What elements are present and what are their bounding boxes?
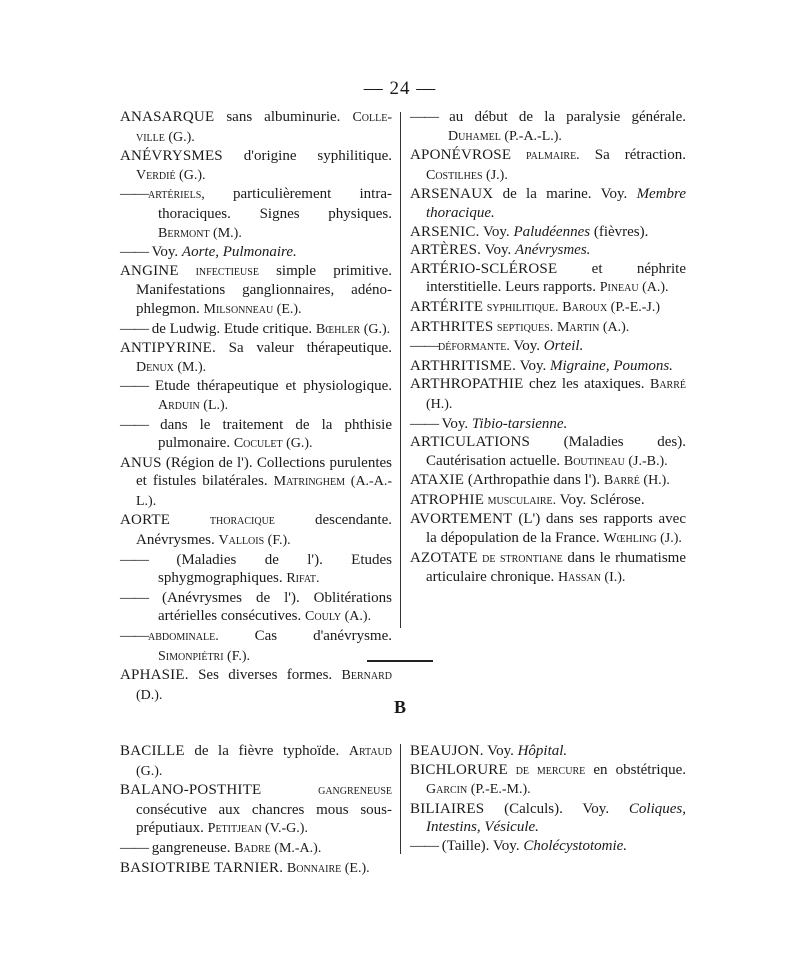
section-b-left-column [120, 742, 392, 878]
entry-keyword: ANGINE [120, 262, 179, 279]
entry-text: (Arthropathie dans l'). [464, 472, 604, 489]
entry-keyword: ARSENAUX [410, 186, 494, 203]
entry-qualifier: syphilitique. [483, 299, 559, 315]
entry-crossref: Hôpital. [517, 743, 568, 759]
section-divider [367, 660, 433, 662]
entry-keyword: ANTIPYRINE. [120, 340, 216, 357]
entry-keyword: AZOTATE [410, 549, 478, 566]
entry-keyword: ARTÉRIO-SCLÉROSE [410, 260, 558, 277]
entry-text: gangreneuse. [148, 839, 235, 856]
entry-author: Arduin (L.). [158, 397, 229, 413]
column-divider-b [400, 744, 401, 854]
entry-author: Matringhem (A.-A.-L.). [136, 474, 392, 509]
entry-text: au début de la paralysie générale. [438, 109, 686, 125]
entry-text: de Ludwig. Etude critique. [148, 320, 316, 337]
entry-author: Badre (M.-A.). [234, 840, 322, 856]
index-entry [410, 415, 686, 434]
entry-dash: —— [120, 244, 148, 261]
section-a-left-column [120, 108, 392, 705]
page-number: — 24 — [363, 78, 437, 99]
entry-crossref: Aorte, Pulmonaire. [181, 244, 297, 261]
entry-text: en obstétrique. [585, 761, 687, 778]
entry-dash: —— [120, 589, 148, 606]
entry-author: Hassan (I.). [558, 570, 626, 586]
entry-keyword: ARTHROPATHIE [410, 376, 524, 393]
entry-keyword: ANUS [120, 454, 162, 471]
index-entry [410, 742, 686, 761]
entry-text-tail: (fièvres). [590, 223, 649, 240]
entry-crossref: Anévrysmes. [515, 242, 591, 259]
entry-author: Denux (M.). [136, 359, 207, 375]
index-entry [120, 147, 392, 185]
entry-author: Simonpiétri (F.). [158, 648, 251, 664]
entry-crossref: Coliques, Intestins, Vésicule. [426, 800, 686, 836]
entry-text: (Calculs). Voy. [484, 800, 629, 817]
entry-text: (Taille). Voy. [438, 837, 524, 854]
index-entry [410, 223, 686, 242]
index-entry [410, 375, 686, 414]
entry-author: Coculet (G.). [233, 436, 313, 452]
entry-dash: —— [120, 628, 148, 645]
entry-keyword: BACILLE [120, 743, 185, 759]
index-entry [410, 761, 686, 800]
index-entry [120, 108, 392, 147]
entry-text: Etude thérapeutique et physiologique. [148, 378, 392, 395]
entry-qualifier: thoracique [170, 513, 275, 529]
entry-keyword: ATROPHIE [410, 491, 485, 508]
entry-qualifier: déformante. [438, 339, 510, 355]
entry-author: Bœhler (G.). [315, 321, 391, 337]
entry-keyword: ARTÈRES. [410, 242, 482, 259]
entry-author: Colle-ville (G.). [136, 110, 392, 145]
entry-author: Couly (A.). [305, 609, 372, 625]
index-entry [120, 551, 392, 589]
entry-dash: —— [410, 415, 438, 432]
entry-text: Voy. [516, 357, 550, 374]
index-entry [410, 510, 686, 548]
entry-author: Verdié (G.). [136, 167, 206, 183]
entry-text: et néphrite interstitielle. Leurs rapports. [426, 260, 686, 296]
entry-text: de la fièvre typhoïde. [184, 743, 349, 759]
entry-author: Rifat. [286, 571, 320, 587]
entry-author: Duhamel (P.-A.-L.). [448, 128, 562, 144]
column-divider-a [400, 112, 401, 628]
entry-qualifier: infectieuse [178, 263, 259, 279]
entry-keyword: ARTHRITES [410, 318, 494, 335]
index-entry [410, 298, 686, 318]
entry-text: Voy. [481, 242, 516, 259]
entry-text: sans albuminurie. [214, 109, 353, 125]
entry-author: Martin (A.). [556, 319, 630, 335]
entry-author: Bermont (M.). [158, 225, 242, 241]
entry-author: Vallois (F.). [218, 533, 291, 549]
entry-text: Voy. Sclérose. [556, 491, 645, 508]
section-letter: B [393, 697, 406, 717]
entry-keyword: BICHLORURE [410, 761, 508, 778]
entry-text: Voy. [509, 338, 544, 355]
section-b-right-column [410, 742, 686, 856]
entry-dash: —— [410, 837, 438, 854]
index-entry [120, 416, 392, 454]
entry-text: (Anévrysmes de l'). Oblitérations artérielles consécutives. [148, 589, 392, 625]
entry-dash: —— [120, 551, 148, 568]
entry-qualifier: de mercure [507, 762, 586, 778]
entry-text: Voy. [483, 743, 518, 759]
index-entry [410, 491, 686, 511]
entry-keyword: ARTICULATIONS [410, 434, 531, 451]
entry-author: Barré (H.). [426, 377, 686, 412]
entry-author: Petitjean (V.-G.). [207, 821, 308, 837]
entry-keyword: AVORTEMENT [410, 511, 513, 528]
entry-crossref: Orteil. [543, 338, 584, 355]
entry-author: Baroux (P.-E.-J.) [562, 299, 661, 315]
entry-keyword: ANÉVRYSMES [120, 148, 223, 165]
entry-qualifier: palmaire. [511, 148, 580, 164]
entry-crossref: Cholécystotomie. [523, 837, 628, 854]
index-entry [120, 859, 392, 879]
index-entry [410, 185, 686, 222]
entry-dash: —— [120, 416, 148, 433]
entry-qualifier: gangreneuse [261, 783, 392, 799]
index-entry [120, 511, 392, 550]
entry-crossref: Tibio-tarsienne. [471, 415, 568, 432]
index-entry [410, 337, 686, 357]
entry-keyword: BILIAIRES [410, 800, 485, 817]
entry-crossref: Migraine, Poumons. [550, 357, 673, 374]
entry-dash: —— [410, 338, 438, 355]
entry-dash: —— [120, 186, 148, 203]
index-entry [120, 185, 392, 243]
entry-keyword: ARTÉRITE [410, 298, 484, 315]
entry-text: Ses diverses formes. [188, 667, 342, 684]
entry-keyword: ANASARQUE [120, 109, 215, 125]
index-entry [410, 433, 686, 471]
entry-keyword: ATAXIE [410, 472, 465, 489]
entry-author: Barré (H.). [603, 473, 670, 489]
entry-text: Voy. [148, 244, 182, 261]
entry-qualifier: musculaire. [484, 492, 557, 508]
index-entry [410, 146, 686, 185]
entry-keyword: APONÉVROSE [410, 147, 512, 164]
entry-text: d'origine syphilitique. [222, 148, 392, 165]
index-entry [120, 839, 392, 859]
entry-keyword: AORTE [120, 512, 171, 529]
entry-dash: —— [120, 320, 148, 337]
entry-text: particulièrement intra-thoraciques. Signes physiques. [158, 186, 392, 222]
entry-author: Milsonneau (E.). [203, 301, 302, 317]
index-entry [410, 471, 686, 491]
index-entry [410, 357, 686, 376]
entry-text: simple primitive. Manifestations ganglionnaires, adéno-phlegmon. [136, 262, 392, 317]
entry-author: Garcin (P.-E.-M.). [426, 782, 531, 798]
section-a-right-column [410, 108, 686, 588]
entry-qualifier: de strontiane [477, 550, 563, 566]
entry-dash: —— [410, 109, 438, 125]
entry-text: de la marine. Voy. [493, 186, 637, 203]
entry-text: consécutive aux chancres mous sous-préputiaux. [136, 801, 392, 837]
entry-keyword: BEAUJON. [410, 743, 484, 759]
entry-author: Bernard (D.). [136, 668, 392, 703]
entry-crossref: Membre thoracique. [426, 186, 686, 221]
entry-author: Pineau (A.). [599, 280, 669, 296]
entry-dash: —— [120, 378, 148, 395]
entry-dash: —— [120, 839, 148, 856]
entry-text: descendante. Anévrysmes. [136, 512, 392, 549]
index-entry [410, 318, 686, 338]
entry-text: Voy. [479, 223, 514, 240]
entry-keyword: ARSENIC. [410, 223, 480, 240]
index-entry [120, 742, 392, 781]
entry-text: Cas d'anévrysme. [218, 628, 392, 645]
index-entry [120, 243, 392, 262]
index-entry [120, 262, 392, 320]
entry-author: Bonnaire (E.). [286, 860, 370, 876]
index-entry [120, 627, 392, 666]
entry-qualifier: abdominale. [148, 629, 219, 645]
entry-author: Costilhes (J.). [426, 167, 508, 183]
entry-author: Artaud (G.). [136, 744, 392, 779]
index-entry [120, 454, 392, 512]
index-entry [120, 781, 392, 839]
entry-text: (Maladies des). Cautérisation actuelle. [426, 434, 686, 469]
entry-keyword: BALANO-POSTHITE [120, 782, 262, 799]
entry-keyword: ARTHRITISME. [410, 357, 517, 374]
index-entry [120, 339, 392, 377]
index-entry [120, 377, 392, 415]
entry-text: Voy. [438, 415, 472, 432]
entry-crossref: Paludéennes [513, 223, 591, 240]
entry-text: Sa rétraction. [579, 147, 686, 164]
entry-author: Wœhling (J.). [603, 531, 682, 547]
entry-text: chez les ataxiques. [523, 376, 650, 393]
entry-text: (Région de l'). Collections purulentes et fistules bilatérales. [136, 454, 392, 490]
entry-text: dans le traitement de la phthisie pulmonaire. [148, 416, 392, 452]
index-entry [120, 320, 392, 340]
index-entry [410, 260, 686, 298]
entry-qualifier: artériels, [148, 187, 205, 203]
entry-keyword: BASIOTRIBE TARNIER. [120, 859, 284, 876]
index-entry [120, 589, 392, 627]
entry-text: Sa valeur thérapeutique. [215, 340, 392, 357]
entry-author: Boutineau (J.-B.). [563, 453, 668, 469]
entry-text: (L') dans ses rapports avec la dépopulation de la France. [426, 511, 686, 547]
index-entry [410, 241, 686, 260]
entry-qualifier: septiques. [493, 319, 554, 335]
entry-text: (Maladies de l'). Etudes sphygmographiques. [148, 551, 392, 587]
index-entry [410, 549, 686, 588]
entry-text: dans le rhumatisme articulaire chronique. [426, 549, 686, 586]
index-entry [410, 108, 686, 146]
index-entry [410, 837, 686, 856]
index-entry [410, 800, 686, 837]
entry-keyword: APHASIE. [120, 667, 189, 684]
